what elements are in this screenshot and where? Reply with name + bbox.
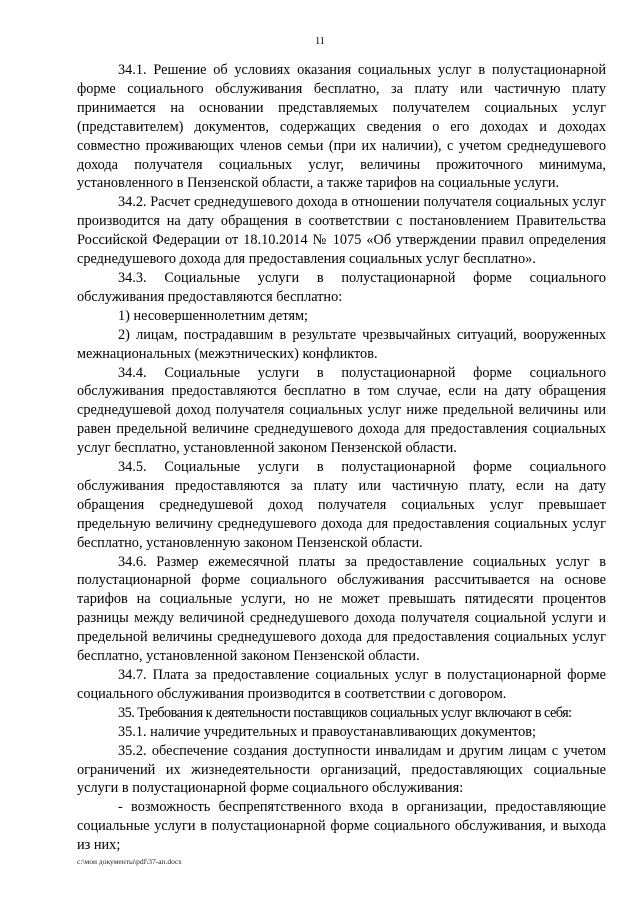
paragraph-34-3: 34.3. Социальные услуги в полустационарной форме социального обслуживания предоставляются бесплатно: [77,269,606,305]
paragraph-34-7: 34.7. Плата за предоставление социальных услуг в полустационарной форме социального обслуживания производится в соответствии с договором. [77,667,606,702]
bullet-item: - возможность беспрепятственного входа в организации, предоставляющие социальные услуги в полустационарной форме социального обслуживания, и выхода из них; [77,799,606,854]
paragraph-34-1: 34.1. Решение об условиях оказания социальных услуг в полустационарной форме социального обслуживания бесплатно, за плату или частичную плату принимается на основании представляемых получателем социальных услуг (представителем) документов, содержащих сведения о его доходах и доходах совместно проживающих членов семьи (при их наличии), с учетом среднедушевого дохода получателя социальных услуг, величины прожиточного минимума, установленного в Пензенской области, а также тарифов на социальные услуги. [77,62,606,192]
footer-file-path: c:\мои документы\pdf\37-ап.docx [77,857,182,866]
page-number: 11 [315,36,325,47]
paragraph-35-1: 35.1. наличие учредительных и правоустанавливающих документов; [118,723,536,740]
paragraph-35: 35. Требования к деятельности поставщиков социальных услуг включают в себя: [118,704,572,721]
document-body [77,61,606,855]
paragraph-34-5: 34.5. Социальные услуги в полустационарной форме социального обслуживания предоставляются за плату или частичную плату, если на дату обращения среднедушевой доход получателя социальных услуг превышает предельную величину среднедушевого дохода для предоставления социальных услуг бесплатно, установленную законом Пензенской области. [77,459,606,551]
paragraph-35-2: 35.2. обеспечение создания доступности инвалидам и другим лицам с учетом ограничений их жизнедеятельности организаций, предоставляющих социальные услуги в полустационарной форме социального обслуживания: [77,742,606,797]
list-item-2: 2) лицам, пострадавшим в результате чрезвычайных ситуаций, вооруженных межнациональных (межэтнических) конфликтов. [77,326,606,362]
paragraph-34-4: 34.4. Социальные услуги в полустационарной форме социального обслуживания предоставляются бесплатно в том случае, если на дату обращения среднедушевой доход получателя социальных услуг ниже предельной величины или равен предельной величине среднедушевого дохода для предоставления социальных услуг бесплатно, установленной законом Пензенской области. [77,364,606,457]
list-item-1: 1) несовершеннолетним детям; [118,307,309,324]
paragraph-34-2: 34.2. Расчет среднедушевого дохода в отношении получателя социальных услуг производится на дату обращения в соответствии с постановлением Правительства Российской Федерации от 18.10.2014 № 1075 «Об утверждении правил определения среднедушевого дохода для предоставления социальных услуг бесплатно». [77,194,606,268]
paragraph-34-6: 34.6. Размер ежемесячной платы за предоставление социальных услуг в полустационарной форме социального обслуживания рассчитывается на основе тарифов на социальные услуги, но не может превышать пятидесяти процентов разницы между величиной среднедушевого дохода получателя социальной услуги и предельной величины среднедушевого дохода для предоставления социальных услуг бесплатно, установленной законом Пензенской области. [77,553,606,665]
